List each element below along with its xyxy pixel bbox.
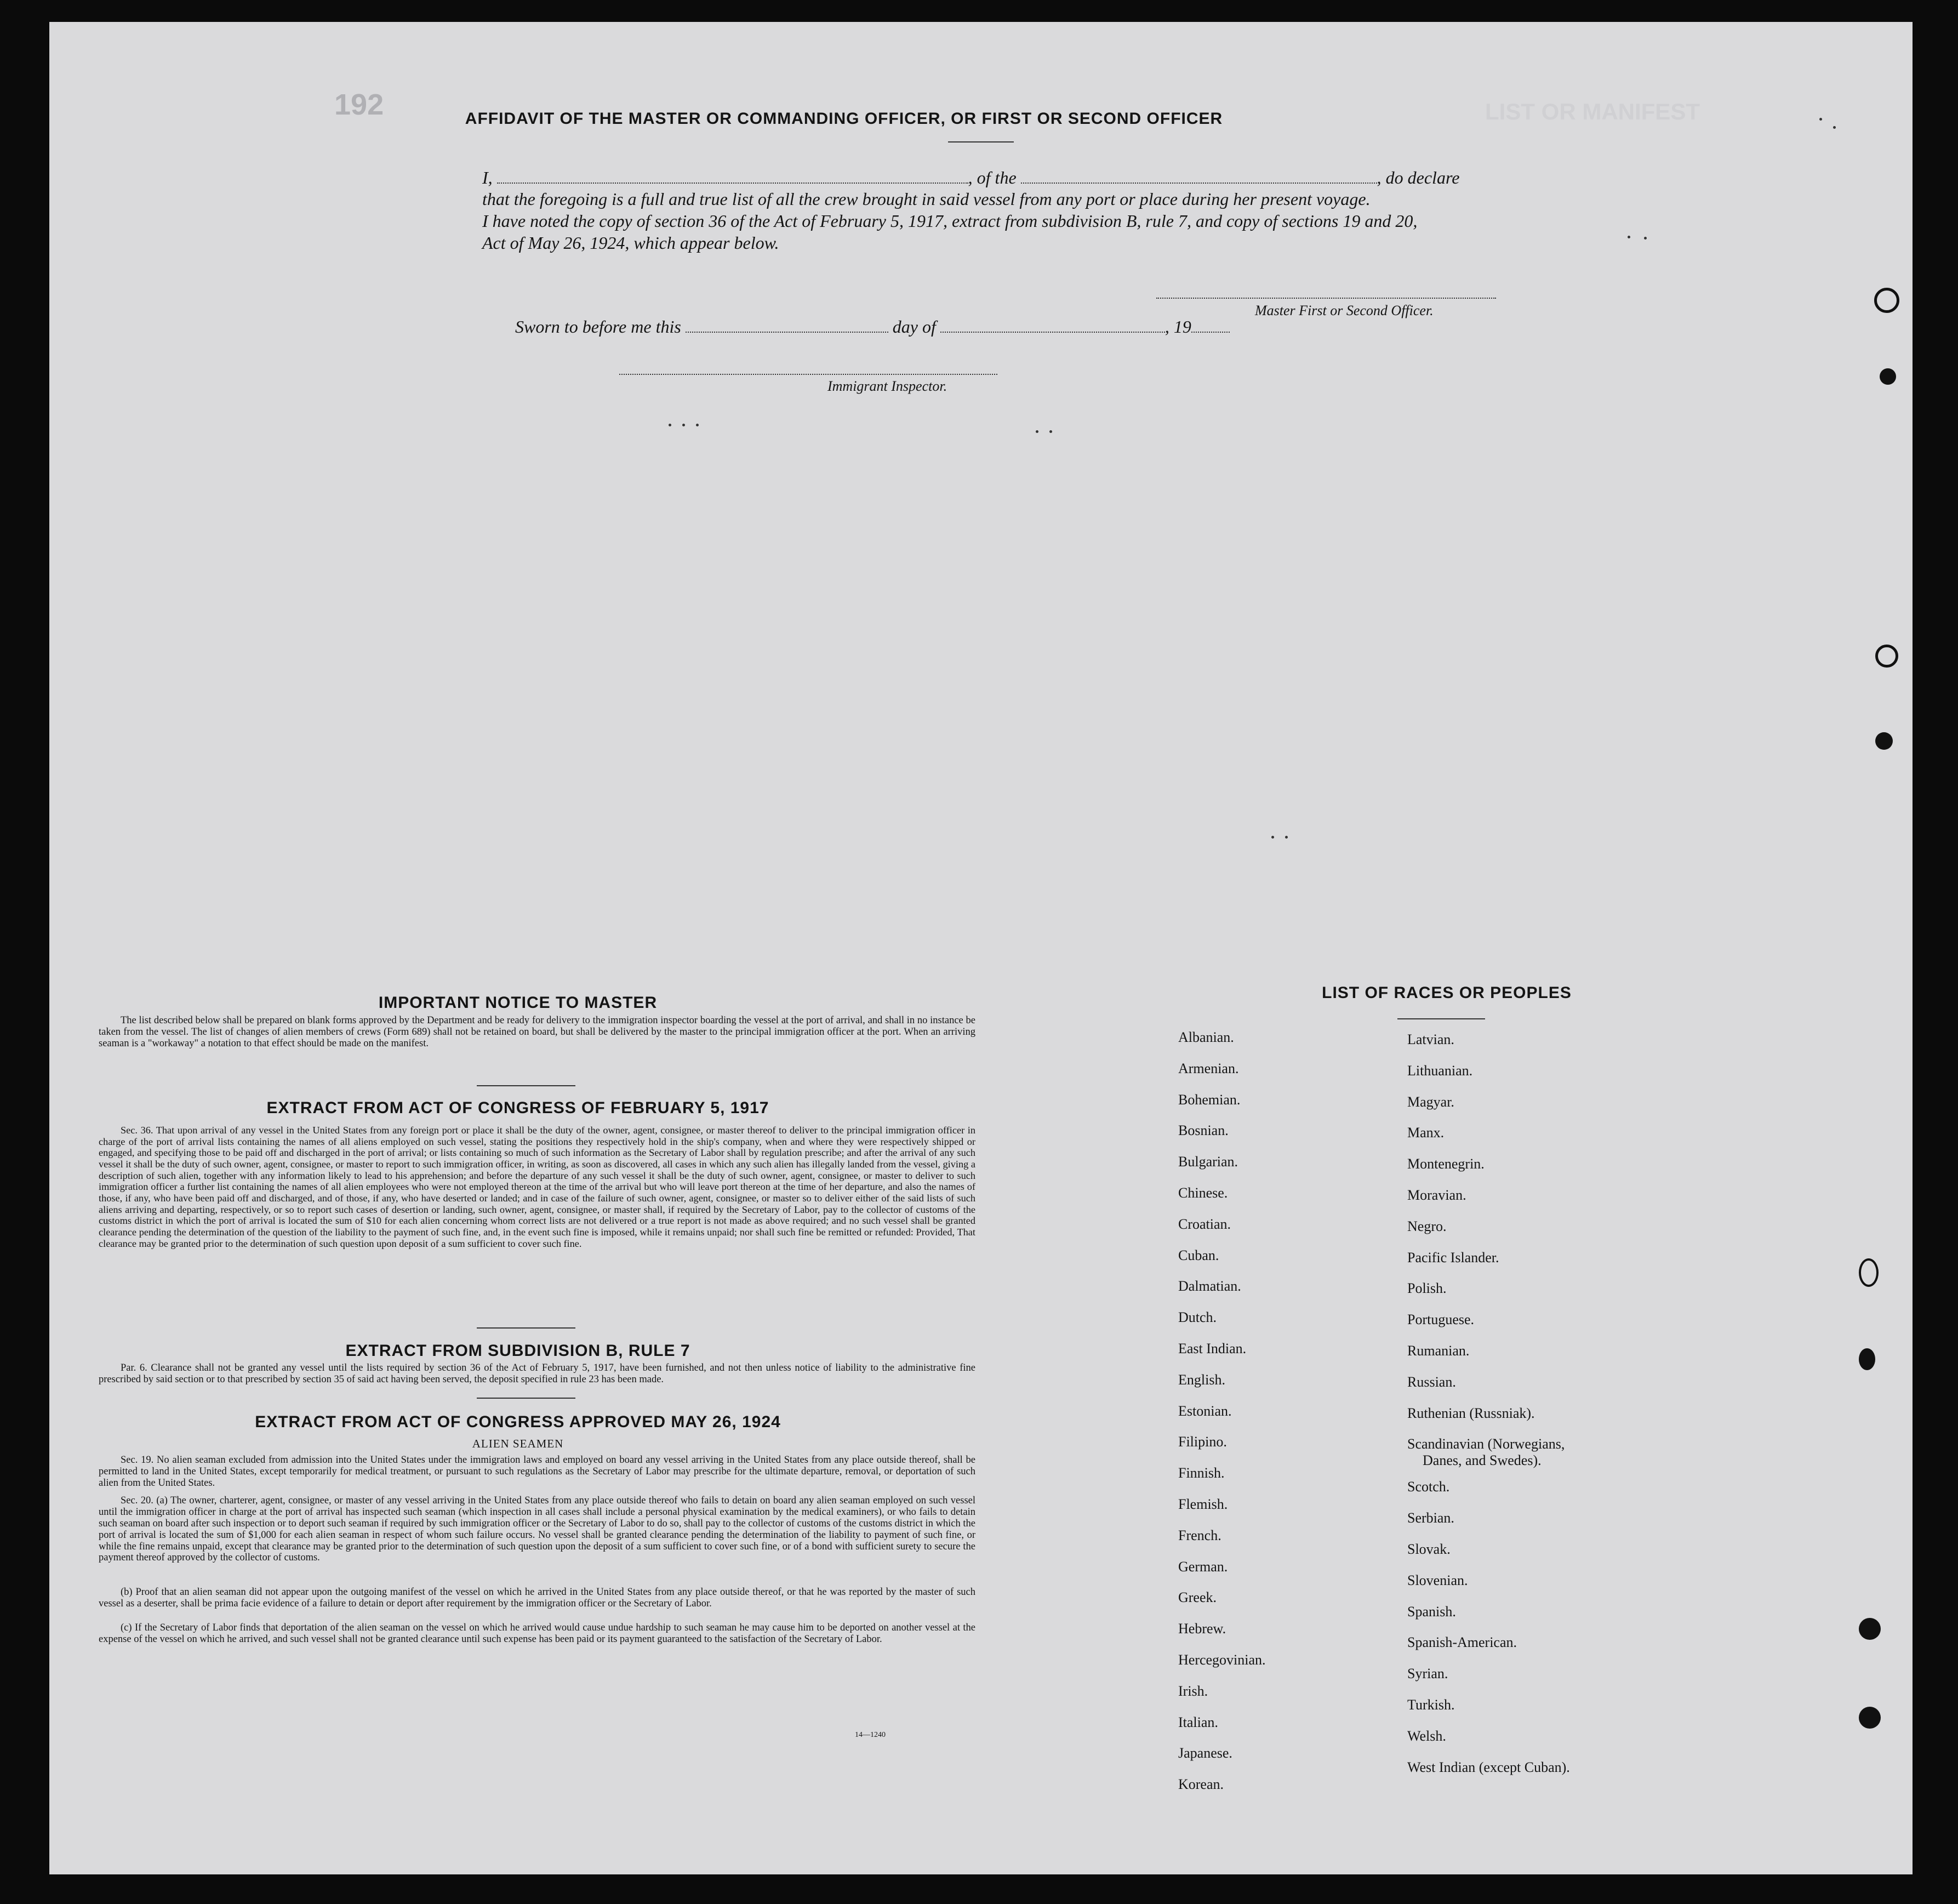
of-the-text: , of the <box>968 168 1017 187</box>
race-item: Bulgarian. <box>1178 1154 1238 1170</box>
punch-hole <box>1875 645 1898 668</box>
declaration-line-2: that the foregoing is a full and true list of all the crew brought in said vessel from any port or place during her present voyage. <box>482 189 1371 209</box>
master-signature-line[interactable] <box>1156 298 1496 299</box>
declarant-name-field[interactable] <box>497 167 968 184</box>
race-item: Japanese. <box>1178 1745 1232 1762</box>
declaration-line-3: I have noted the copy of section 36 of the Act of February 5, 1917, extract from subdivision B, rule 7, and copy of sections 19 and 20, <box>482 211 1418 231</box>
race-item: Serbian. <box>1407 1510 1454 1526</box>
race-item: Croatian. <box>1178 1216 1231 1232</box>
rule7-title: EXTRACT FROM SUBDIVISION B, RULE 7 <box>345 1342 690 1360</box>
speck <box>1833 126 1836 129</box>
punch-hole <box>1859 1258 1879 1287</box>
sec20c-text: (c) If the Secretary of Labor finds that deportation of the alien seaman on the vessel on which he arrived would cause undue hardship to such seaman he may cause him to be deported on another vessel at the expense of the vessel on which he arrived, and such vessel shall not be granted clearance until such expense has been paid or its payment guaranteed to the satisfaction of the Secretary of Labor. <box>99 1622 975 1645</box>
extract-1917-divider <box>477 1327 575 1329</box>
vessel-name-field[interactable] <box>1021 167 1377 184</box>
speck <box>1628 236 1630 238</box>
race-item: Bohemian. <box>1178 1091 1241 1108</box>
race-item: Turkish. <box>1407 1697 1455 1713</box>
affidavit-title: AFFIDAVIT OF THE MASTER OR COMMANDING OFFICER, OR FIRST OR SECOND OFFICER <box>465 110 1223 128</box>
notice-text: The list described below shall be prepared on blank forms approved by the Department and be ready for delivery to the immigration inspector boarding the vessel at the port of arrival, and shall in no instance be taken from the vessel. The list of changes of alien members of crews (Form 689) shall not be retained on board, but shall be delivered by the master to the principal immigration officer at the port. When an arriving seaman is a "workaway" a notation to that effect should be made on the manifest. <box>99 1015 975 1049</box>
race-item: Pacific Islander. <box>1407 1249 1499 1265</box>
sec19-text: Sec. 19. No alien seaman excluded from admission into the United States under the immigration laws and employed on board any vessel arriving in the United States from any place outside thereof, shall be permitted to land in the United States, except temporarily for medical treatment, or pursuant to such regulations as the Secretary of Labor may prescribe for the ultimate departure, removal, or deportation of such alien from the United States. <box>99 1455 975 1489</box>
race-item: Russian. <box>1407 1373 1456 1390</box>
document-page <box>49 22 1913 1874</box>
race-item: Albanian. <box>1178 1029 1234 1045</box>
punch-hole <box>1874 288 1899 313</box>
race-item: Estonian. <box>1178 1403 1232 1419</box>
race-item: Irish. <box>1178 1683 1208 1699</box>
rule7-divider <box>477 1398 575 1399</box>
alien-seamen-subtitle: ALIEN SEAMEN <box>472 1437 564 1450</box>
speck <box>1036 430 1038 433</box>
race-item: Negro. <box>1407 1218 1447 1234</box>
speck <box>669 424 671 426</box>
day-of-text: day of <box>892 317 936 337</box>
race-item: Lithuanian. <box>1407 1062 1473 1079</box>
race-item: Italian. <box>1178 1714 1218 1730</box>
speck <box>1285 836 1288 839</box>
race-item: Welsh. <box>1407 1728 1446 1744</box>
races-title: LIST OF RACES OR PEOPLES <box>1322 984 1572 1002</box>
rule7-text: Par. 6. Clearance shall not be granted any vessel until the lists required by section 36 of the Act of February 5, 1917, have been furnished, and not then unless notice of liability to the administrative fine prescribed by said section or to that prescribed by section 35 of said act having been served, the deposit specified in rule 23 has been made. <box>99 1363 975 1385</box>
race-item: Scandinavian (Norwegians, <box>1407 1436 1565 1452</box>
inspector-label: Immigrant Inspector. <box>827 378 947 394</box>
sworn-prefix: Sworn to before me this <box>515 317 681 337</box>
speck <box>696 424 699 426</box>
notice-divider <box>477 1085 575 1086</box>
punch-hole <box>1859 1618 1881 1640</box>
race-item: Syrian. <box>1407 1666 1448 1682</box>
declarant-prefix: I, <box>482 168 493 187</box>
race-item: Greek. <box>1178 1589 1217 1606</box>
notice-title: IMPORTANT NOTICE TO MASTER <box>378 994 658 1012</box>
do-declare-text: , do declare <box>1377 168 1460 187</box>
speck <box>1049 430 1052 433</box>
races-title-underline <box>1397 1018 1485 1019</box>
punch-hole <box>1875 732 1893 750</box>
race-item: Hebrew. <box>1178 1621 1226 1637</box>
declaration-line-1 <box>482 167 1578 188</box>
race-item: Bosnian. <box>1178 1122 1229 1139</box>
sworn-month-field[interactable] <box>940 316 1165 333</box>
race-item: Moravian. <box>1407 1187 1466 1203</box>
race-item: Magyar. <box>1407 1093 1454 1110</box>
race-item: French. <box>1178 1527 1221 1543</box>
race-item: Dalmatian. <box>1178 1278 1241 1295</box>
master-signature-label: Master First or Second Officer. <box>1255 303 1434 318</box>
declaration-line-4: Act of May 26, 1924, which appear below. <box>482 233 779 253</box>
race-item: Montenegrin. <box>1407 1156 1485 1172</box>
form-number: 14—1240 <box>855 1731 886 1739</box>
extract-1924-title: EXTRACT FROM ACT OF CONGRESS APPROVED MAY 26, 1924 <box>255 1413 781 1431</box>
race-item: Spanish-American. <box>1407 1634 1517 1651</box>
race-item: Filipino. <box>1178 1434 1227 1450</box>
race-item: Cuban. <box>1178 1247 1219 1263</box>
punch-hole <box>1880 368 1896 385</box>
race-item: Rumanian. <box>1407 1343 1470 1359</box>
year-prefix: , 19 <box>1164 317 1191 337</box>
page-number-mark: 192 <box>334 88 384 121</box>
race-item: Slovenian. <box>1407 1572 1468 1588</box>
race-item: German. <box>1178 1558 1228 1575</box>
race-item: Ruthenian (Russniak). <box>1407 1405 1535 1421</box>
extract-1917-title: EXTRACT FROM ACT OF CONGRESS OF FEBRUARY 5, 1917 <box>266 1099 769 1117</box>
race-item: Manx. <box>1407 1125 1445 1141</box>
speck <box>1271 836 1274 839</box>
speck <box>1819 118 1822 121</box>
race-item: West Indian (except Cuban). <box>1407 1759 1570 1775</box>
race-item: Scotch. <box>1407 1479 1450 1495</box>
punch-hole <box>1859 1707 1881 1729</box>
race-item: Spanish. <box>1407 1603 1456 1620</box>
speck <box>682 424 685 426</box>
race-item: Portuguese. <box>1407 1312 1475 1328</box>
title-underline <box>948 141 1014 142</box>
race-item: Polish. <box>1407 1280 1447 1297</box>
race-item: Latvian. <box>1407 1031 1454 1047</box>
bleed-through-heading: LIST OR MANIFEST <box>1485 99 1700 124</box>
race-item: Korean. <box>1178 1776 1224 1793</box>
race-item: Chinese. <box>1178 1185 1228 1201</box>
sworn-year-field[interactable] <box>1191 316 1230 333</box>
race-item: Finnish. <box>1178 1465 1225 1481</box>
speck <box>1644 237 1647 240</box>
punch-hole <box>1859 1348 1875 1370</box>
sec20a-text: Sec. 20. (a) The owner, charterer, agent, consignee, or master of any vessel arriving in the United States from any place outside thereof who fails to detain on board any alien seaman employed on such vessel until the immigration officer in charge at the port of arrival has inspected such seaman (which inspection in all cases shall include a personal physical examination by the medical examiners), or who fails to detain such seaman on board after such inspection or to deport such seaman if required by such immigration officer or the Secretary of Labor to do so, shall pay to the collector of customs of the customs district in which the port of arrival is located the sum of $1,000 for each alien seaman in respect of whom such failure occurs. No vessel shall be granted clearance pending the determination of the liability to payment of such fine, or while the fine remains unpaid, except that clearance may be granted prior to the determination of such question upon the deposit of a sum sufficient to cover such fine, or of a bond with sufficient surety to secure the payment thereof approved by the collector of customs. <box>99 1495 975 1564</box>
race-item: English. <box>1178 1371 1225 1388</box>
race-item: Dutch. <box>1178 1309 1217 1326</box>
race-item: Hercegovinian. <box>1178 1652 1266 1668</box>
sworn-line <box>515 316 1230 337</box>
race-item: East Indian. <box>1178 1341 1247 1356</box>
inspector-signature-line[interactable] <box>619 374 997 375</box>
sec20b-text: (b) Proof that an alien seaman did not appear upon the outgoing manifest of the vessel on which he arrived in the United States from any place outside thereof, or that he was reported by the master of such vessel as a deserter, shall be prima facie evidence of a failure to detain or deport after requirement by the immigration officer or the Secretary of Labor. <box>99 1587 975 1609</box>
race-item: Flemish. <box>1178 1496 1228 1512</box>
race-item: Slovak. <box>1407 1541 1451 1557</box>
race-item: Armenian. <box>1178 1060 1239 1076</box>
race-item: Danes, and Swedes). <box>1423 1452 1542 1469</box>
sworn-day-field[interactable] <box>686 316 888 333</box>
extract-1917-text: Sec. 36. That upon arrival of any vessel in the United States from any foreign port or place it shall be the duty of the owner, agent, consignee, or master thereof to deliver to the principal immigration officer in charge of the port of arrival lists containing the names of all aliens employed on such vessel, stating the positions they respectively hold in the ship's company, when and where they were respectively shipped or engaged, and specifying those to be paid off and discharged in the port of arrival; or lists containing so much of such information as the Secretary of Labor shall by regulation prescribe; and after the arrival of any such vessel it shall be the duty of such owner, agent, consignee, or master to report to such immigration officer, in writing, as soon as discovered, all cases in which any such alien has illegally landed from the vessel, giving a description of such alien, together with any information likely to lead to his apprehension; and before the departure of any such vessel it shall be the duty of such owner, agent, consignee, or master to deliver to such immigration officer a further list containing the names of all alien employees who were not employed thereon at the time of the arrival but who will leave port thereon at the time of her departure, and also the names of those, if any, who have been paid off and discharged, and of those, if any, who have deserted or landed; and in case of the failure of such owner, agent, consignee, or master so to deliver either of the said lists of such aliens arriving and departing, respectively, or so to report such cases of desertion or landing, such owner, agent, consignee, or master shall, if required by the Secretary of Labor, pay to the collector of customs of the customs district in which the port of arrival is located the sum of $10 for each alien concerning whom correct lists are not delivered or a true report is not made as above required; and no such vessel shall be granted clearance pending the determination of the question of the liability to the payment of such fine, and, in the event such fine is imposed, while it remains unpaid; nor shall such fine be remitted or refunded: Provided, That clearance may be granted prior to the determination of such question upon deposit of a sum sufficient to cover such fine. <box>99 1125 975 1249</box>
